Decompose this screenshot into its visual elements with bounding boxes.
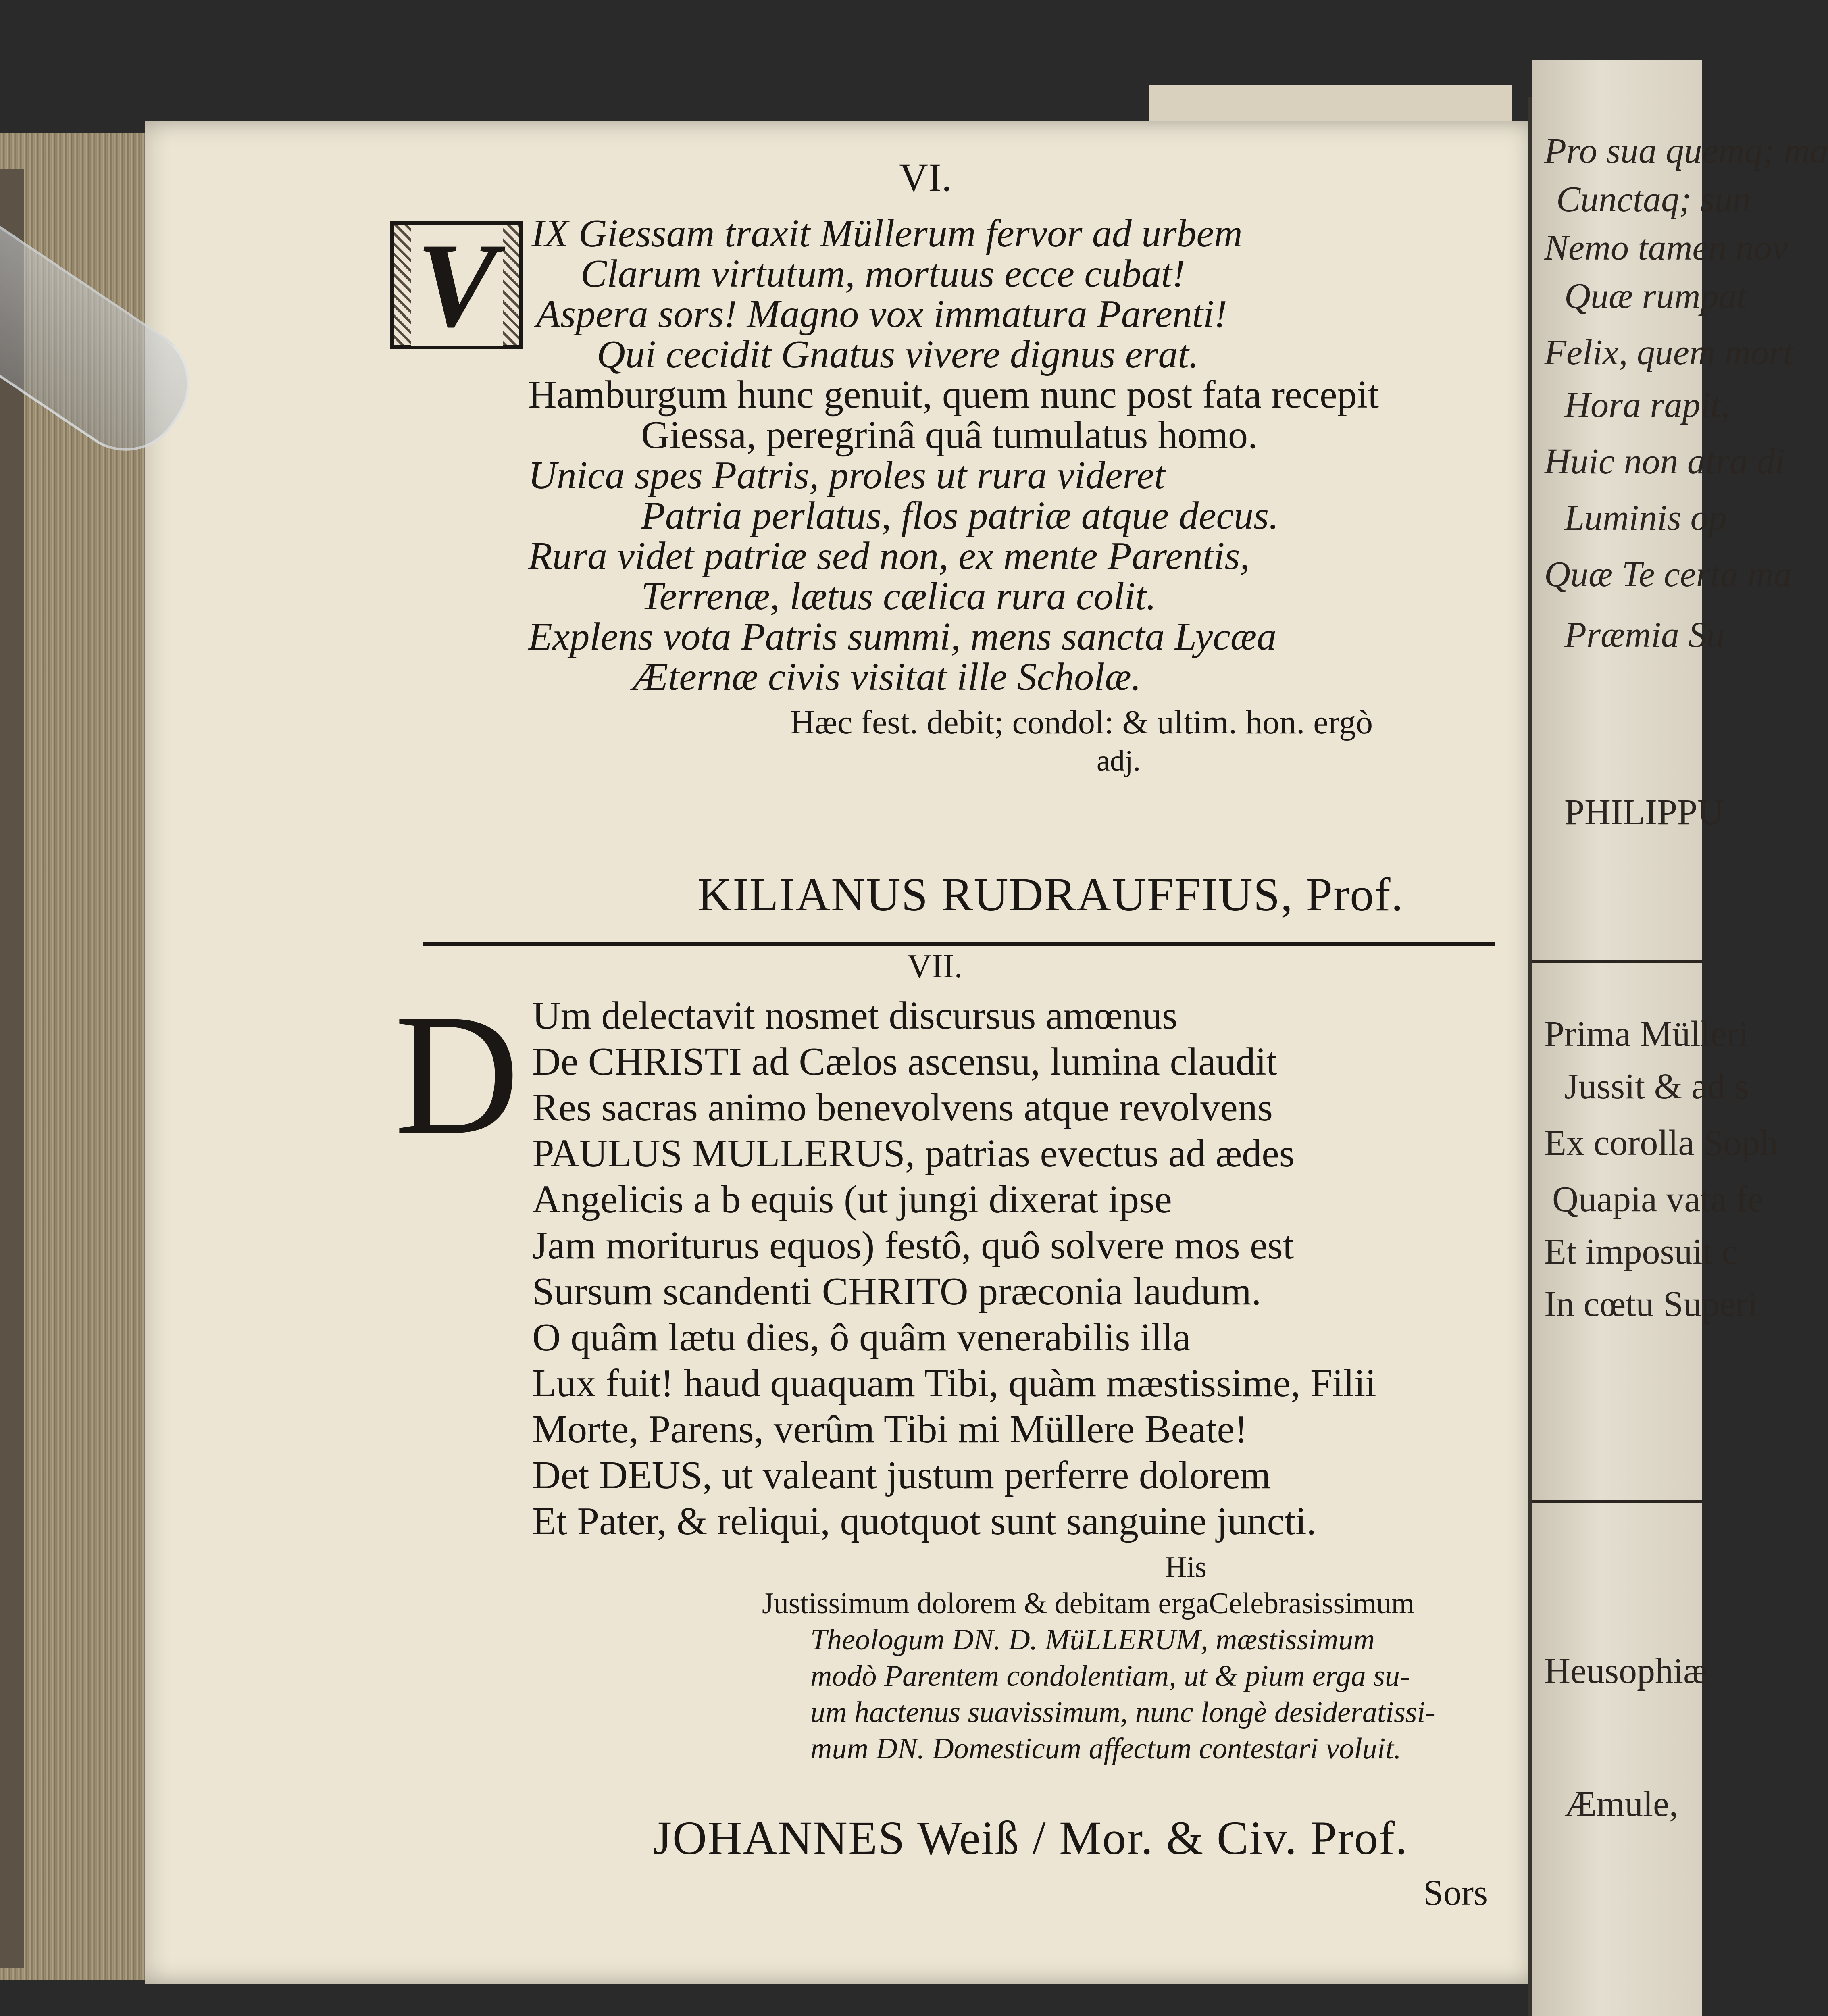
facing-line: Cunctaq; sun bbox=[1556, 179, 1751, 219]
poem-line: Angelicis a b equis (ut jungi dixerat ipse bbox=[532, 1178, 1172, 1221]
facing-line: Quapia vata fe bbox=[1552, 1179, 1764, 1219]
facing-line: Quæ Te certa ma bbox=[1544, 554, 1792, 594]
facing-line: Jussit & ad s bbox=[1564, 1066, 1749, 1106]
facing-line: Præmia Su bbox=[1564, 615, 1725, 655]
decorated-initial-v bbox=[390, 218, 523, 352]
poem-line: Explens vota Patris summi, mens sancta Lycæa bbox=[528, 615, 1277, 658]
note-his: His bbox=[1165, 1551, 1207, 1584]
facing-line: Et imposuit c bbox=[1544, 1232, 1738, 1272]
page-header: VI. bbox=[899, 155, 952, 200]
facing-line: Hora rapit, bbox=[1564, 385, 1730, 425]
poem-line: Det DEUS, ut valeant justum perferre dolorem bbox=[532, 1454, 1271, 1497]
initial-letter: V bbox=[411, 225, 503, 346]
section-header: VII. bbox=[907, 948, 963, 985]
facing-line: Æmule, bbox=[1564, 1784, 1678, 1824]
note-line: Justissimum dolorem & debitam ergaCelebrasissimum bbox=[762, 1587, 1415, 1620]
poem-line: Unica spes Patris, proles ut rura videret bbox=[528, 454, 1165, 497]
poem-line: Giessa, peregrinâ quâ tumulatus homo. bbox=[641, 413, 1258, 457]
poem-line: Sursum scandenti CHRITO præconia laudum. bbox=[532, 1270, 1262, 1313]
facing-line: Nemo tamen nov bbox=[1544, 228, 1788, 268]
facing-line: Ex corolla Soph bbox=[1544, 1123, 1778, 1163]
note-line: um hactenus suavissimum, nunc longè desideratissi- bbox=[810, 1696, 1435, 1729]
facing-line: Heusophiæ bbox=[1544, 1651, 1707, 1691]
facing-line: Huic non atra di bbox=[1544, 442, 1785, 481]
facing-line: PHILIPPU bbox=[1564, 792, 1724, 832]
catchword: Sors bbox=[1423, 1873, 1488, 1913]
signature-weiss: JOHANNES Weiß / Mor. & Civ. Prof. bbox=[653, 1812, 1408, 1864]
poem-line: Qui cecidit Gnatus vivere dignus erat. bbox=[597, 333, 1199, 376]
poem-line: Hamburgum hunc genuit, quem nunc post fata recepit bbox=[528, 373, 1379, 417]
poem-line: Et Pater, & reliqui, quotquot sunt sanguine juncti. bbox=[532, 1500, 1316, 1543]
facing-line: Quæ rumpat bbox=[1564, 276, 1747, 316]
note-line: modò Parentem condolentiam, ut & pium erga su- bbox=[810, 1660, 1410, 1693]
poem-line: Um delectavit nosmet discursus amœnus bbox=[532, 994, 1178, 1037]
poem-line: Lux fuit! haud quaquam Tibi, quàm mæstissime, Filii bbox=[532, 1362, 1376, 1405]
section-divider bbox=[423, 942, 1495, 946]
poem-line: Res sacras animo benevolvens atque revolvens bbox=[532, 1086, 1273, 1129]
poem-line: Clarum virtutum, mortuus ecce cubat! bbox=[581, 252, 1185, 296]
decorated-initial-d: D bbox=[394, 979, 520, 1170]
facing-divider bbox=[1532, 1500, 1702, 1503]
poem-line: Patria perlatus, flos patriæ atque decus. bbox=[641, 494, 1279, 537]
book-cover-edge bbox=[0, 169, 24, 1968]
dedication-line: adj. bbox=[1097, 744, 1141, 777]
facing-line: Pro sua quemq; ma bbox=[1544, 131, 1828, 171]
poem-line: Morte, Parens, verûm Tibi mi Müllere Beate! bbox=[532, 1408, 1248, 1451]
dedication-line: Hæc fest. debit; condol: & ultim. hon. ergò bbox=[790, 704, 1373, 741]
signature-rudrauffius: KILIANUS RUDRAUFFIUS, Prof. bbox=[697, 868, 1404, 921]
facing-divider bbox=[1532, 960, 1702, 963]
poem-line: Aspera sors! Magno vox immatura Parenti! bbox=[536, 292, 1227, 336]
poem-line: Rura videt patriæ sed non, ex mente Parentis, bbox=[528, 534, 1250, 578]
poem-line: PAULUS MULLERUS, patrias evectus ad ædes bbox=[532, 1132, 1295, 1175]
facing-line: Luminis op bbox=[1564, 498, 1727, 538]
poem-line: Jam moriturus equos) festô, quô solvere mos est bbox=[532, 1224, 1294, 1267]
facing-line: In cœtu Superi bbox=[1544, 1284, 1758, 1324]
poem-line: De CHRISTI ad Cælos ascensu, lumina claudit bbox=[532, 1040, 1278, 1083]
poem-line: IX Giessam traxit Müllerum fervor ad urbem bbox=[531, 212, 1243, 255]
poem-line: Terrenæ, lætus cælica rura colit. bbox=[641, 575, 1156, 618]
facing-line: Felix, quem mort bbox=[1544, 333, 1793, 373]
note-line: mum DN. Domesticum affectum contestari voluit. bbox=[810, 1732, 1401, 1765]
poem-line: Æternæ civis visitat ille Scholæ. bbox=[633, 655, 1141, 699]
facing-line: Prima Mülleri bbox=[1544, 1014, 1749, 1054]
note-line: Theologum DN. D. MüLLERUM, mæstissimum bbox=[810, 1623, 1375, 1656]
poem-line: O quâm lætu dies, ô quâm venerabilis illa bbox=[532, 1316, 1191, 1359]
